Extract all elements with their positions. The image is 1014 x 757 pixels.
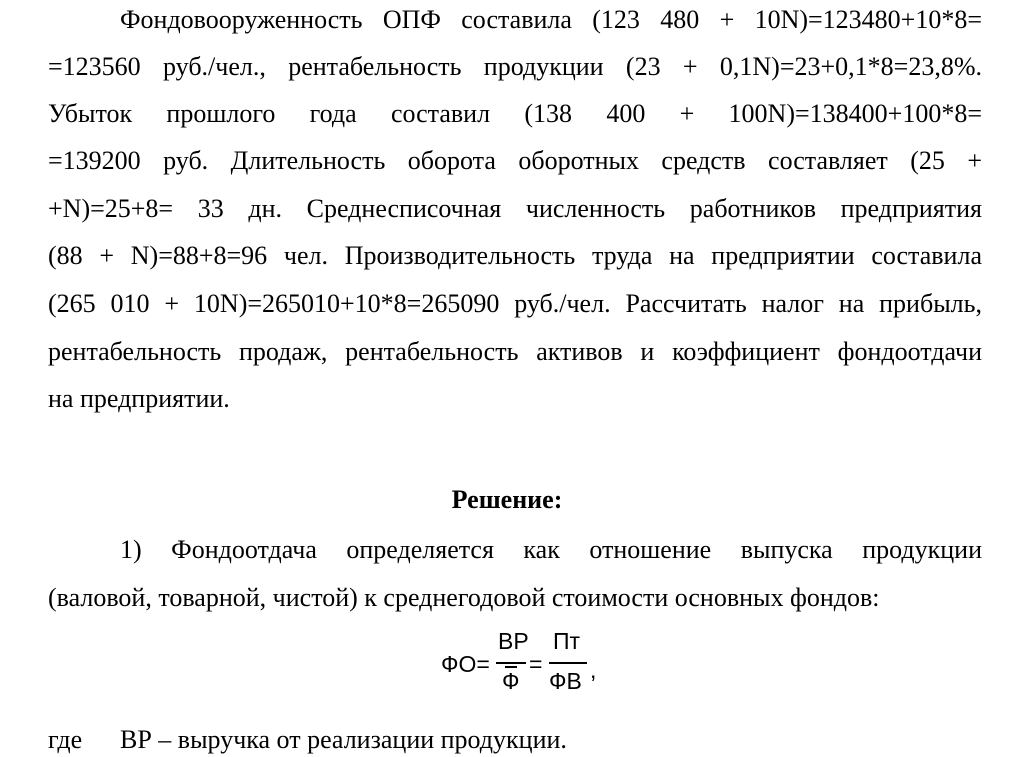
fraction-2-numerator: Пт [553,628,581,654]
text-line: (265 010 + 10N)=265010+10*8=265090 руб./чел. Рассчитать налог на прибыль, [48,289,982,318]
formula-comma: , [590,657,597,683]
text-line: =123560 руб./чел., рентабельность продукции (23 + 0,1N)=23+0,1*8=23,8%. [48,52,982,81]
text-line: Фондовооруженность ОПФ составила (123 480 + 10N)=123480+10*8= [120,5,982,34]
text-line: +N)=25+8= 33 дн. Среднесписочная численность работников предприятия [48,194,982,223]
formula-equals: = [529,651,543,677]
text-line: на предприятии. [48,384,230,413]
fraction-2-bar [549,662,587,664]
fraction-2-denominator: ФВ [549,668,582,694]
formula-lhs: ФО= [441,651,490,677]
where-definition: ВР – выручка от реализации продукции. [120,725,567,754]
text-line: 1) Фондоотдача определяется как отношение выпуска продукции [120,535,982,564]
text-line: (88 + N)=88+8=96 чел. Производительность труда на предприятии составила [48,241,982,270]
fraction-1-numerator: ВР [498,628,529,654]
text-line: Убыток прошлого года составил (138 400 + 100N)=138400+100*8= [48,99,982,128]
text-line: =139200 руб. Длительность оборота оборотных средств составляет (25 + [48,146,982,175]
fraction-1-denominator: Ф [502,668,520,694]
solution-heading: Решение: [451,485,563,514]
where-label: где [48,725,83,754]
text-line: рентабельность продаж, рентабельность активов и коэффициент фондоотдачи [48,337,982,366]
fraction-1-bar [496,662,526,664]
capital-productivity-formula [0,628,1014,698]
text-line: (валовой, товарной, чистой) к среднегодовой стоимости основных фондов: [48,583,880,612]
